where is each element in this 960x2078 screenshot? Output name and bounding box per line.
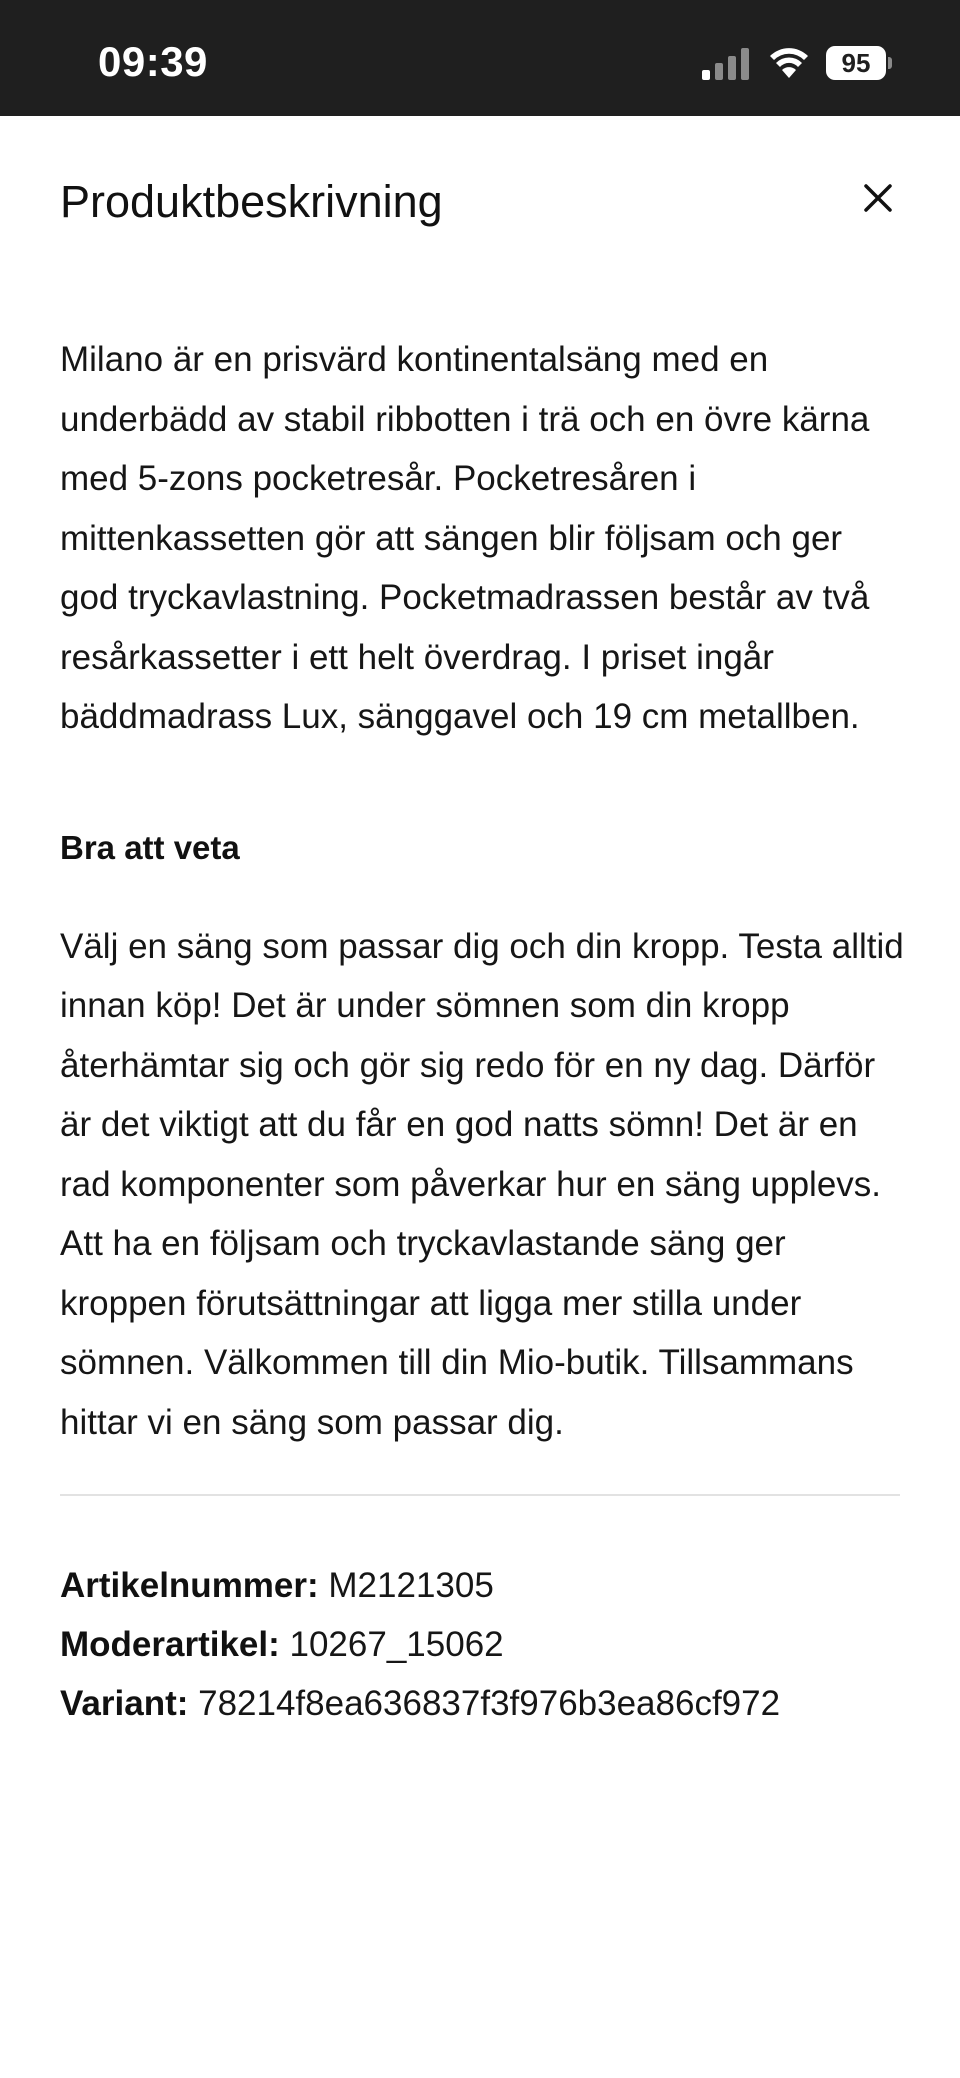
wifi-icon (768, 44, 810, 80)
product-description-content (60, 330, 910, 1452)
close-button[interactable] (856, 176, 900, 220)
variant-row (60, 1674, 910, 1733)
close-icon (856, 176, 900, 220)
good-to-know-heading: Bra att veta (60, 828, 240, 866)
good-to-know-text: Välj en säng som passar dig och din kropp. Testa alltid innan köp! Det är under sömnen som din kropp återhämtar sig och gör sig redo för en ny dag. Därför är det viktigt att du får en god natts sömn! Det är en rad komponenter som påverkar hur en säng upplevs. Att ha en följsam och tryckavlastande säng ger kroppen förutsättningar att ligga mer stilla under sömnen. Välkommen till din Mio-butik. Tillsammans hittar vi en säng som passar dig. (60, 926, 904, 1442)
battery-level: 95 (826, 46, 886, 80)
product-meta (60, 1556, 910, 1733)
status-time: 09:39 (98, 38, 208, 85)
article-number-row (60, 1556, 910, 1615)
parent-article-value: 10267_15062 (289, 1625, 504, 1664)
variant-value: 78214f8ea636837f3f976b3ea86cf972 (198, 1684, 781, 1723)
variant-label: Variant: (60, 1684, 199, 1723)
panel-header (60, 168, 900, 238)
battery-icon (826, 46, 892, 82)
status-bar (0, 0, 960, 116)
page-title: Produktbeskrivning (60, 176, 443, 227)
divider (60, 1494, 900, 1496)
signal-icon (700, 48, 752, 80)
battery-tip (888, 57, 892, 69)
parent-article-label: Moderartikel: (60, 1625, 290, 1664)
article-number-label: Artikelnummer: (60, 1566, 329, 1605)
parent-article-row (60, 1615, 910, 1674)
product-description-text: Milano är en prisvärd kontinentalsäng med en underbädd av stabil ribbotten i trä och en övre kärna med 5-zons pocketresår. Pocketresåren i mittenkassetten gör att sängen blir följsam och ger god tryckavlastning. Pocketmadrassen består av två resårkassetter i ett helt överdrag. I priset ingår bäddmadrass Lux, sänggavel och 19 cm metallben. (60, 340, 870, 736)
article-number-value: M2121305 (328, 1566, 494, 1605)
